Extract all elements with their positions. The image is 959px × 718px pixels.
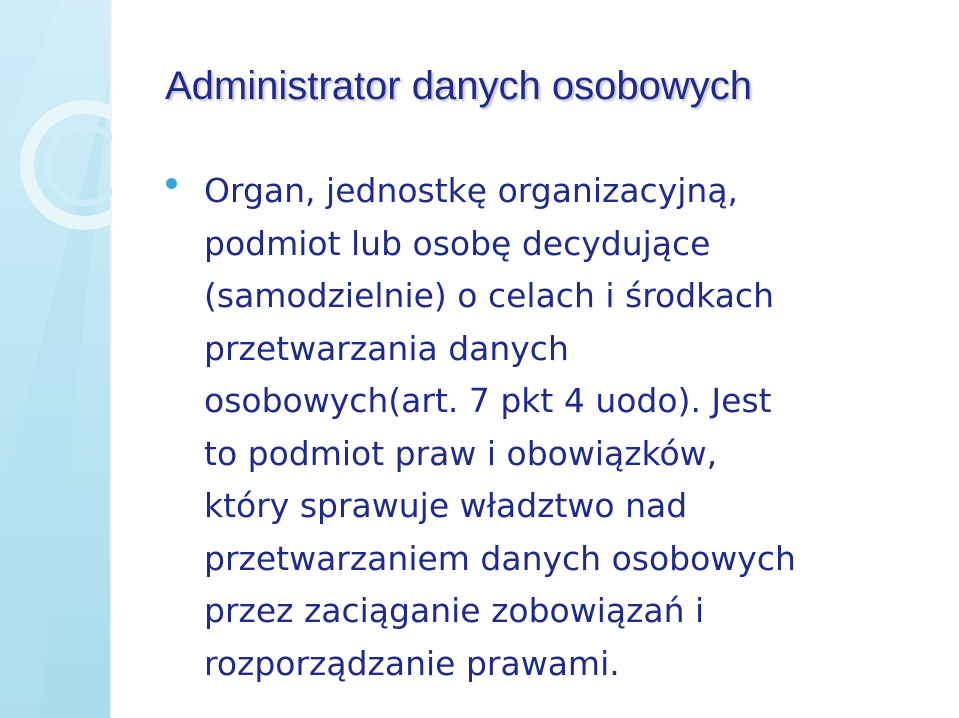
text-line: rozporządzanie prawami. [204, 643, 620, 683]
page-title: Administrator danych osobowych [165, 64, 752, 108]
bullet-dot-icon [166, 178, 177, 189]
text-line: Organ, jednostkę organizacyjną, [204, 171, 739, 210]
text-line: który sprawuje władztwo nad [204, 486, 688, 525]
bullet-text [204, 165, 796, 690]
text-line: osobowych(art. 7 pkt 4 uodo). Jest [204, 381, 772, 420]
text-line: przetwarzaniem danych osobowych [204, 538, 796, 578]
text-line: przetwarzania danych [204, 328, 569, 368]
text-line: to podmiot praw i obowiązków, [204, 433, 718, 473]
text-line: podmiot lub osobę decydujące [204, 223, 711, 263]
text-line: przez zaciąganie zobowiązań i [204, 591, 705, 630]
text-line: (samodzielnie) o celach i środkach [204, 276, 774, 315]
concentric-rings-decoration [0, 0, 112, 718]
